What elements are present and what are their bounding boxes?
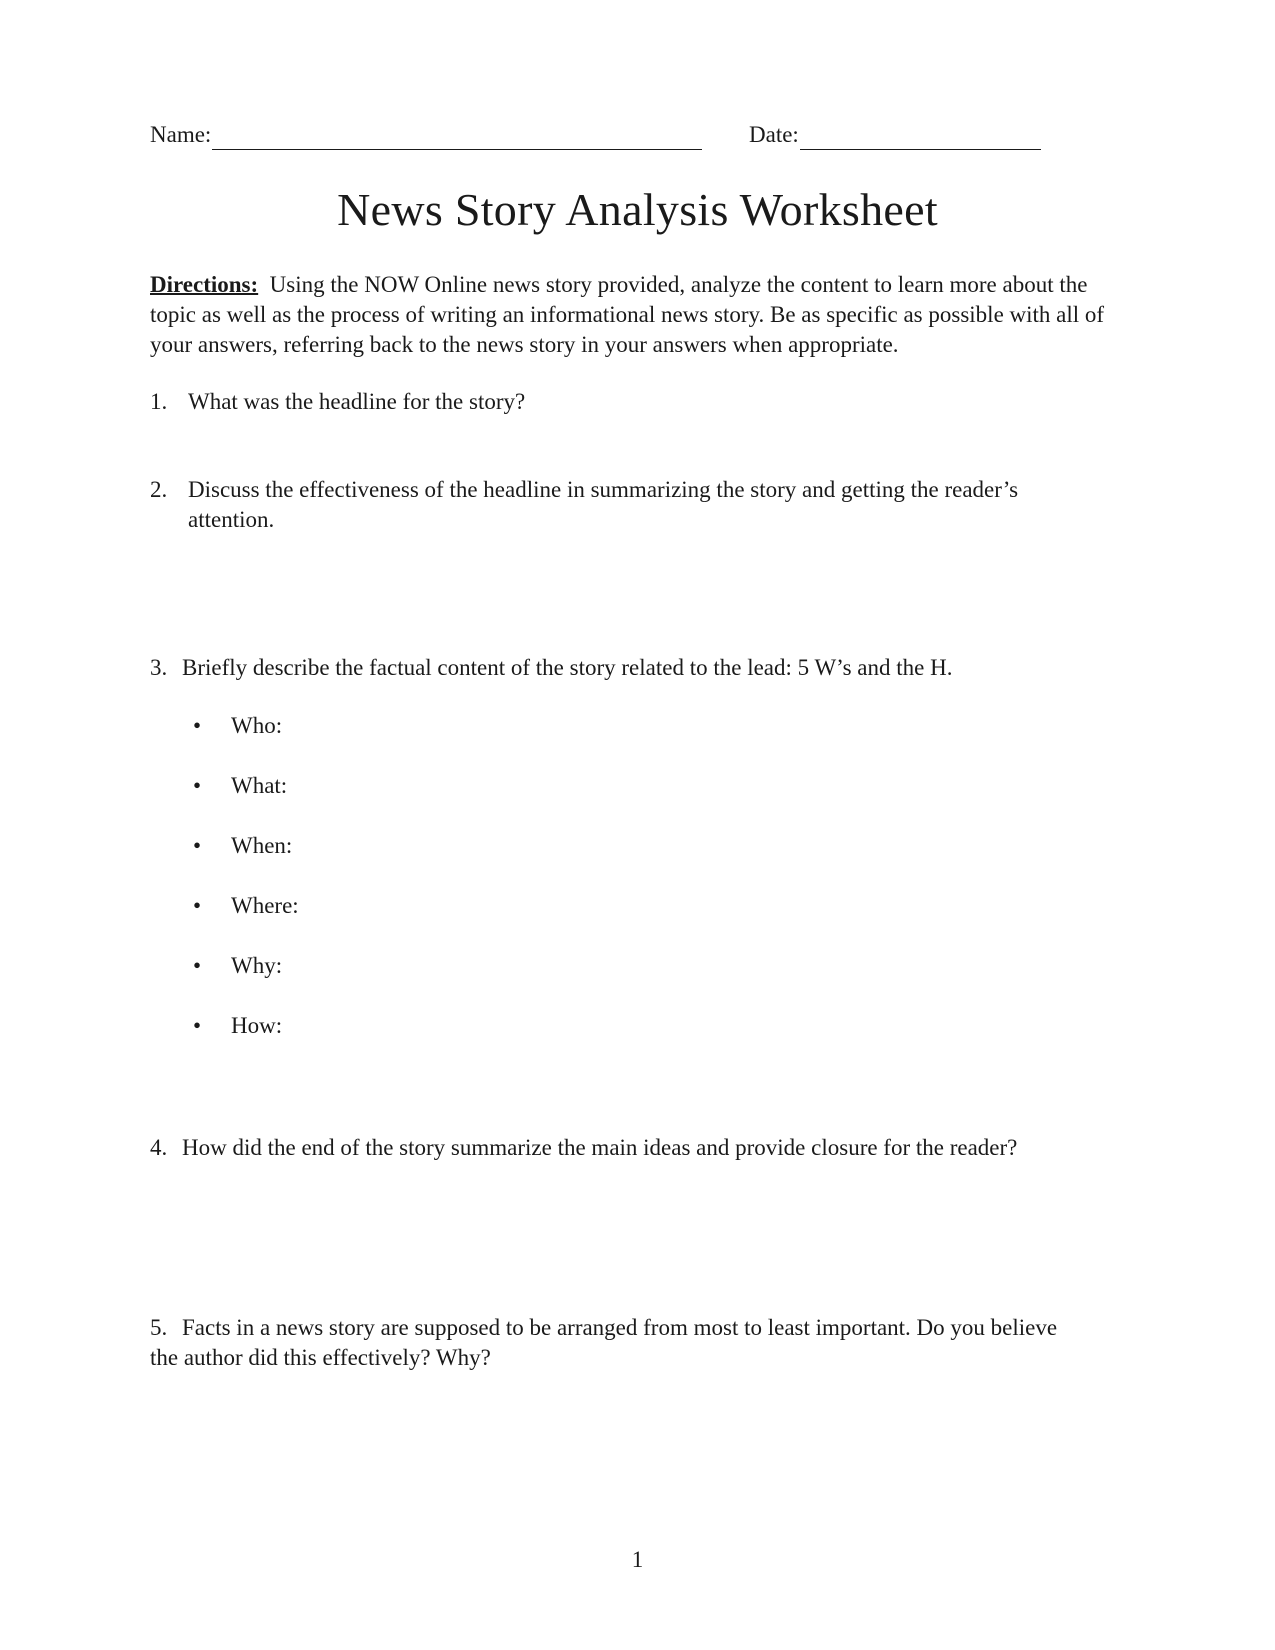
page-title: News Story Analysis Worksheet — [337, 184, 938, 235]
question-2 — [150, 475, 1018, 505]
question-3-text: Briefly describe the factual content of the story related to the lead: 5 W’s and the H. — [182, 655, 953, 680]
question-2-continuation: attention. — [188, 507, 275, 532]
question-4 — [150, 1133, 1017, 1163]
question-1-number: 1. — [150, 389, 168, 414]
name-field[interactable] — [150, 120, 702, 150]
date-field[interactable] — [749, 120, 1041, 150]
question-3 — [150, 653, 952, 683]
bullet-icon: • — [193, 773, 202, 798]
bullet-icon: • — [193, 713, 202, 738]
question-2-number: 2. — [150, 477, 168, 502]
page-number: 1 — [631, 1547, 644, 1572]
why-label: Why: — [231, 953, 283, 978]
bullet-icon: • — [193, 1013, 202, 1038]
directions-paragraph — [150, 270, 1130, 360]
question-4-text: How did the end of the story summarize the main ideas and provide closure for the reader? — [182, 1135, 1018, 1160]
who-label: Who: — [231, 713, 283, 738]
bullet-icon: • — [193, 833, 202, 858]
bullet-icon: • — [193, 953, 202, 978]
question-1 — [150, 387, 525, 417]
where-label: Where: — [231, 893, 299, 918]
question-5-number: 5. — [150, 1315, 168, 1340]
date-blank-line[interactable] — [800, 127, 1041, 150]
question-2-text-line1: Discuss the effectiveness of the headline in summarizing the story and getting the reader’s — [188, 477, 1019, 502]
directions-text: Using the NOW Online news story provided, analyze the content to learn more about the topic as well as the process of writing an informational news story. Be as specific as possible with all of your answers, referring back to the news story in your answers when appropriate. — [150, 272, 1105, 357]
question-5-text-line1: Facts in a news story are supposed to be arranged from most to least important. Do you believe — [182, 1315, 1058, 1340]
when-label: When: — [231, 833, 293, 858]
name-blank-line[interactable] — [212, 127, 702, 150]
question-1-text: What was the headline for the story? — [188, 389, 526, 414]
question-5 — [150, 1313, 1057, 1343]
how-label: How: — [231, 1013, 283, 1038]
question-3-number: 3. — [150, 655, 168, 680]
question-5-continuation: the author did this effectively? Why? — [150, 1345, 491, 1370]
name-label: Name: — [150, 122, 212, 147]
directions-label: Directions: — [150, 272, 259, 297]
what-label: What: — [231, 773, 288, 798]
question-4-number: 4. — [150, 1135, 168, 1160]
bullet-icon: • — [193, 893, 202, 918]
date-label: Date: — [749, 122, 799, 147]
